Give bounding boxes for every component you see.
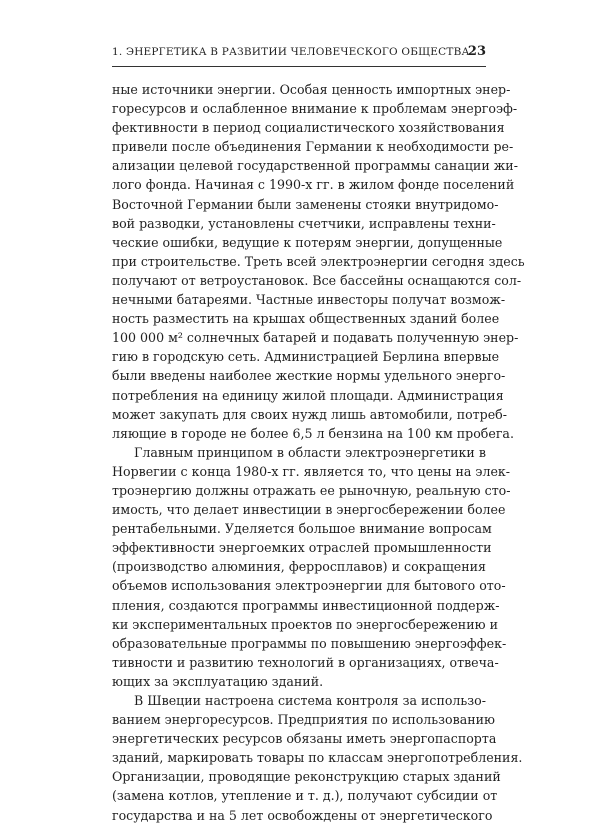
text-line: (замена котлов, утепление и т. д.), получают субсидии от	[112, 788, 498, 804]
text-line: энергетических ресурсов обязаны иметь энергопаспорта	[112, 731, 497, 747]
text-line: объемов использования электроэнергии для бытового ото-	[112, 578, 506, 594]
text-line: 100 000 м² солнечных батарей и подавать полученную энер-	[112, 330, 519, 346]
text-line: фективности в период социалистического хозяйствования	[112, 120, 505, 136]
page-number: 23	[467, 44, 486, 59]
body-text	[112, 80, 525, 825]
text-line: ные источники энергии. Особая ценность импортных энер-	[112, 82, 511, 97]
text-line: зданий, маркировать товары по классам энергопотребления.	[112, 750, 523, 766]
text-line: государства и на 5 лет освобождены от энергетического	[112, 807, 493, 823]
text-line: Восточной Германии были заменены стояки внутридомо-	[112, 196, 499, 212]
text-line: при строительстве. Треть всей электроэнергии сегодня здесь	[112, 253, 525, 269]
text-line: Главным принципом в области электроэнергетики в	[134, 444, 486, 460]
text-line: нечными батареями. Частные инвесторы получат возмож-	[112, 292, 506, 308]
text-line: получают от ветроустановок. Все бассейны оснащаются сол-	[112, 272, 522, 288]
text-line: гию в городскую сеть. Администрацией Берлина впервые	[112, 349, 500, 365]
text-line: ализации целевой государственной программы санации жи-	[112, 158, 518, 174]
text-line: ки экспериментальных проектов по энергосбережению и	[112, 616, 498, 632]
text-line: Организации, проводящие реконструкцию старых зданий	[112, 769, 501, 785]
text-line: Норвегии с конца 1980-х гг. является то, что цены на элек-	[112, 463, 511, 479]
text-line: лого фонда. Начиная с 1990-х гг. в жилом фонде поселений	[112, 177, 515, 193]
running-head	[112, 44, 486, 67]
text-line: образовательные программы по повышению энергоэффек-	[112, 635, 507, 651]
text-line: ванием энергоресурсов. Предприятия по использованию	[112, 712, 495, 728]
text-line: рентабельными. Уделяется большое внимание вопросам	[112, 521, 492, 537]
text-line: потребления на единицу жилой площади. Администрация	[112, 387, 504, 403]
text-line: эффективности энергоемких отраслей промышленности	[112, 540, 492, 556]
text-line: ляющие в городе не более 6,5 л бензина на 100 км пробега.	[112, 425, 514, 441]
text-line: привели после объединения Германии к необходимости ре-	[112, 139, 514, 155]
text-line: тивности и развитию технологий в организациях, отвеча-	[112, 654, 499, 670]
text-line: горесурсов и ослабленное внимание к проблемам энергоэф-	[112, 101, 518, 117]
text-line: может закупать для своих нужд лишь автомобили, потреб-	[112, 406, 508, 422]
text-line: (производство алюминия, ферросплавов) и сокращения	[112, 559, 486, 575]
text-line: имость, что делает инвестиции в энергосбережении более	[112, 502, 506, 518]
text-line: вой разводки, установлены счетчики, исправлены техни-	[112, 215, 496, 231]
text-line: были введены наиболее жесткие нормы удельного энерго-	[112, 368, 506, 384]
chapter-title: 1. ЭНЕРГЕТИКА В РАЗВИТИИ ЧЕЛОВЕЧЕСКОГО ОБЩЕСТВА	[112, 46, 470, 58]
text-line: пления, создаются программы инвестиционной поддерж-	[112, 597, 500, 613]
text-line: В Швеции настроена система контроля за использо-	[134, 693, 486, 708]
text-line: ческие ошибки, ведущие к потерям энергии, допущенные	[112, 234, 503, 250]
text-line: троэнергию должны отражать ее рыночную, реальную сто-	[112, 482, 511, 498]
text-line: ность разместить на крышах общественных зданий более	[112, 311, 500, 327]
text-line: ющих за эксплуатацию зданий.	[112, 673, 324, 689]
